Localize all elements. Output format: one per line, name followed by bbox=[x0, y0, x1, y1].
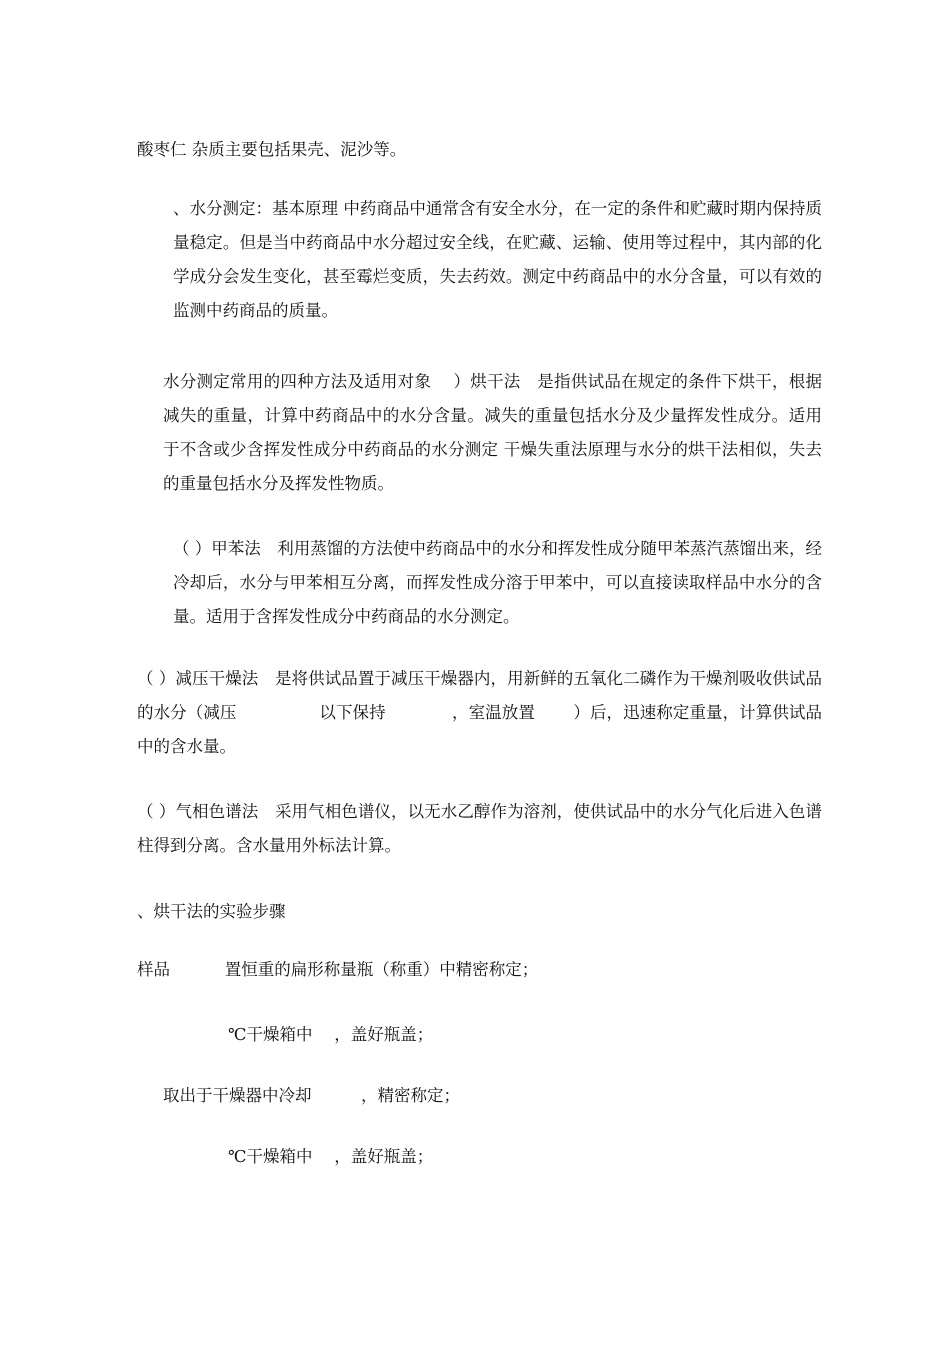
section-heading-drying-steps: 、烘干法的实验步骤 bbox=[137, 902, 286, 921]
paragraph-suanzaoren-impurities: 酸枣仁 杂质主要包括果壳、泥沙等。 bbox=[137, 140, 407, 159]
paragraph-gas-chromatography-method: （ ）气相色谱法 采用气相色谱仪，以无水乙醇作为溶剂，使供试品中的水分气化后进入色谱柱得到分离。含水量用外标法计算。 bbox=[137, 802, 822, 855]
step-drying-oven-2: ℃干燥箱中 ，盖好瓶盖； bbox=[228, 1147, 434, 1166]
step-cool-and-weigh: 取出于干燥器中冷却 ，精密称定； bbox=[163, 1086, 460, 1105]
step-sample-weighing: 样品 置恒重的扁形称量瓶（称重）中精密称定； bbox=[137, 960, 539, 979]
paragraph-drying-method: 水分测定常用的四种方法及适用对象 ）烘干法 是指供试品在规定的条件下烘干，根据减失的重量，计算中药商品中的水分含量。减失的重量包括水分及少量挥发性成分。适用于不含或少含挥发性成分中药商品的水分测定 干燥失重法原理与水分的烘干法相似，失去的重量包括水分及挥发性物质。 bbox=[163, 372, 822, 493]
paragraph-reduced-pressure-method: （ ）减压干燥法 是将供试品置于减压干燥器内，用新鲜的五氧化二磷作为干燥剂吸收供试品的水分（减压 以下保持 ，室温放置 ）后，迅速称定重量，计算供试品中的含水量。 bbox=[137, 669, 822, 756]
paragraph-toluene-method: （ ）甲苯法 利用蒸馏的方法使中药商品中的水分和挥发性成分随甲苯蒸汽蒸馏出来，经冷却后，水分与甲苯相互分离，而挥发性成分溶于甲苯中，可以直接读取样品中水分的含量。适用于含挥发性成分中药商品的水分测定。 bbox=[173, 539, 822, 626]
step-drying-oven-1: ℃干燥箱中 ，盖好瓶盖； bbox=[228, 1025, 434, 1044]
paragraph-moisture-principle: 、水分测定：基本原理 中药商品中通常含有安全水分，在一定的条件和贮藏时期内保持质量稳定。但是当中药商品中水分超过安全线，在贮藏、运输、使用等过程中，其内部的化学成分会发生变化，甚至霉烂变质，失去药效。测定中药商品中的水分含量，可以有效的监测中药商品的质量。 bbox=[173, 199, 822, 320]
